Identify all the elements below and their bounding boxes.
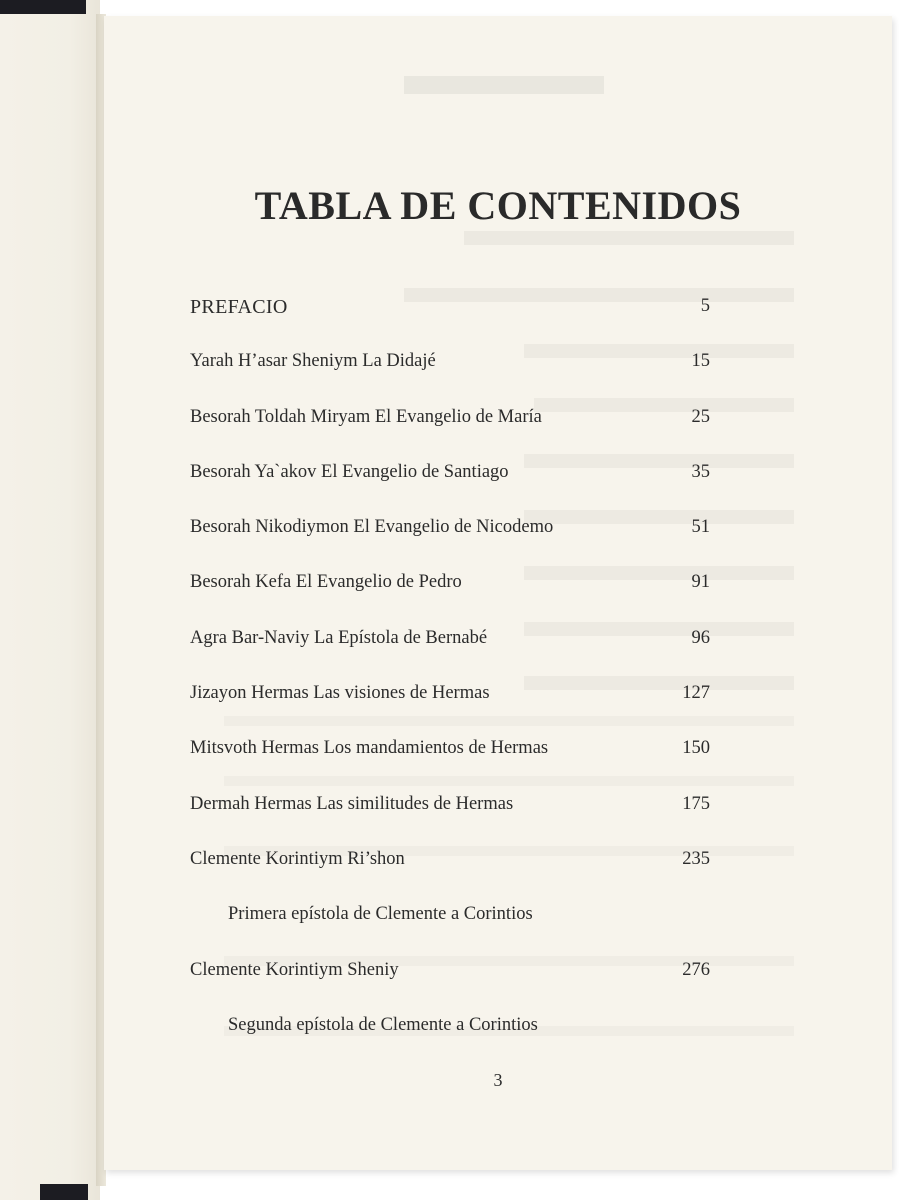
toc-entry-page: 5 [700,296,710,316]
toc-entry [190,738,710,793]
cover-edge-bottom [40,1184,88,1200]
toc-subentry [190,1015,710,1070]
toc-entry-title: Besorah Kefa El Evangelio de Pedro [190,572,462,593]
toc-entry [190,407,710,462]
toc-entry-title: PREFACIO [190,296,288,318]
toc-entry [190,960,710,1015]
book-cover [0,0,100,1200]
toc-entry [190,683,710,738]
toc-entry-title: Besorah Toldah Miryam El Evangelio de María [190,406,542,427]
toc-entry-page: 96 [691,627,710,648]
page-title: TABLA DE CONTENIDOS [254,183,742,228]
toc-entry [190,296,710,351]
toc-entry-title: Besorah Nikodiymon El Evangelio de Nicodemo [190,517,554,538]
toc-entry-title: Mitsvoth Hermas Los mandamientos de Hermas [190,738,549,759]
toc-entry [190,849,710,904]
toc-entry [190,462,710,517]
toc-entry-page: 35 [691,461,710,482]
bleed-through [464,231,794,245]
toc-entry [190,517,710,572]
toc-entry-page: 15 [691,351,710,372]
toc-entry-title: Primera epístola de Clemente a Corintios [228,904,533,925]
book-page [104,16,892,1170]
toc-entry-title: Jizayon Hermas Las visiones de Hermas [190,683,490,704]
toc-subentry [190,904,710,959]
toc-entry-title: Dermah Hermas Las similitudes de Hermas [190,793,514,814]
toc-entry [190,351,710,406]
bleed-through [404,76,604,94]
toc-entry-title: Segunda epístola de Clemente a Corintios [228,1014,538,1035]
toc-entry [190,628,710,683]
toc-entry-title: Besorah Ya`akov El Evangelio de Santiago [190,461,509,482]
toc-entry-page: 150 [682,738,710,759]
cover-edge-top [0,0,86,14]
toc-entry-title: Yarah H’asar Sheniym La Didajé [190,351,436,372]
toc-entry-title: Agra Bar-Naviy La Epístola de Bernabé [190,627,488,648]
toc-entry-page: 235 [682,848,710,869]
toc-entry-page: 25 [691,406,710,427]
page-number: 3 [493,1070,503,1090]
toc-entry [190,572,710,627]
toc-entry-title: Clemente Korintiym Sheniy [190,959,399,980]
toc-entry-page: 51 [691,517,710,538]
toc-entry-page: 91 [691,572,710,593]
toc-entry [190,794,710,849]
toc-entry-page: 127 [682,683,710,704]
table-of-contents [190,296,710,1070]
toc-entry-page: 276 [682,959,710,980]
toc-entry-page: 175 [682,793,710,814]
toc-entry-title: Clemente Korintiym Ri’shon [190,848,405,869]
